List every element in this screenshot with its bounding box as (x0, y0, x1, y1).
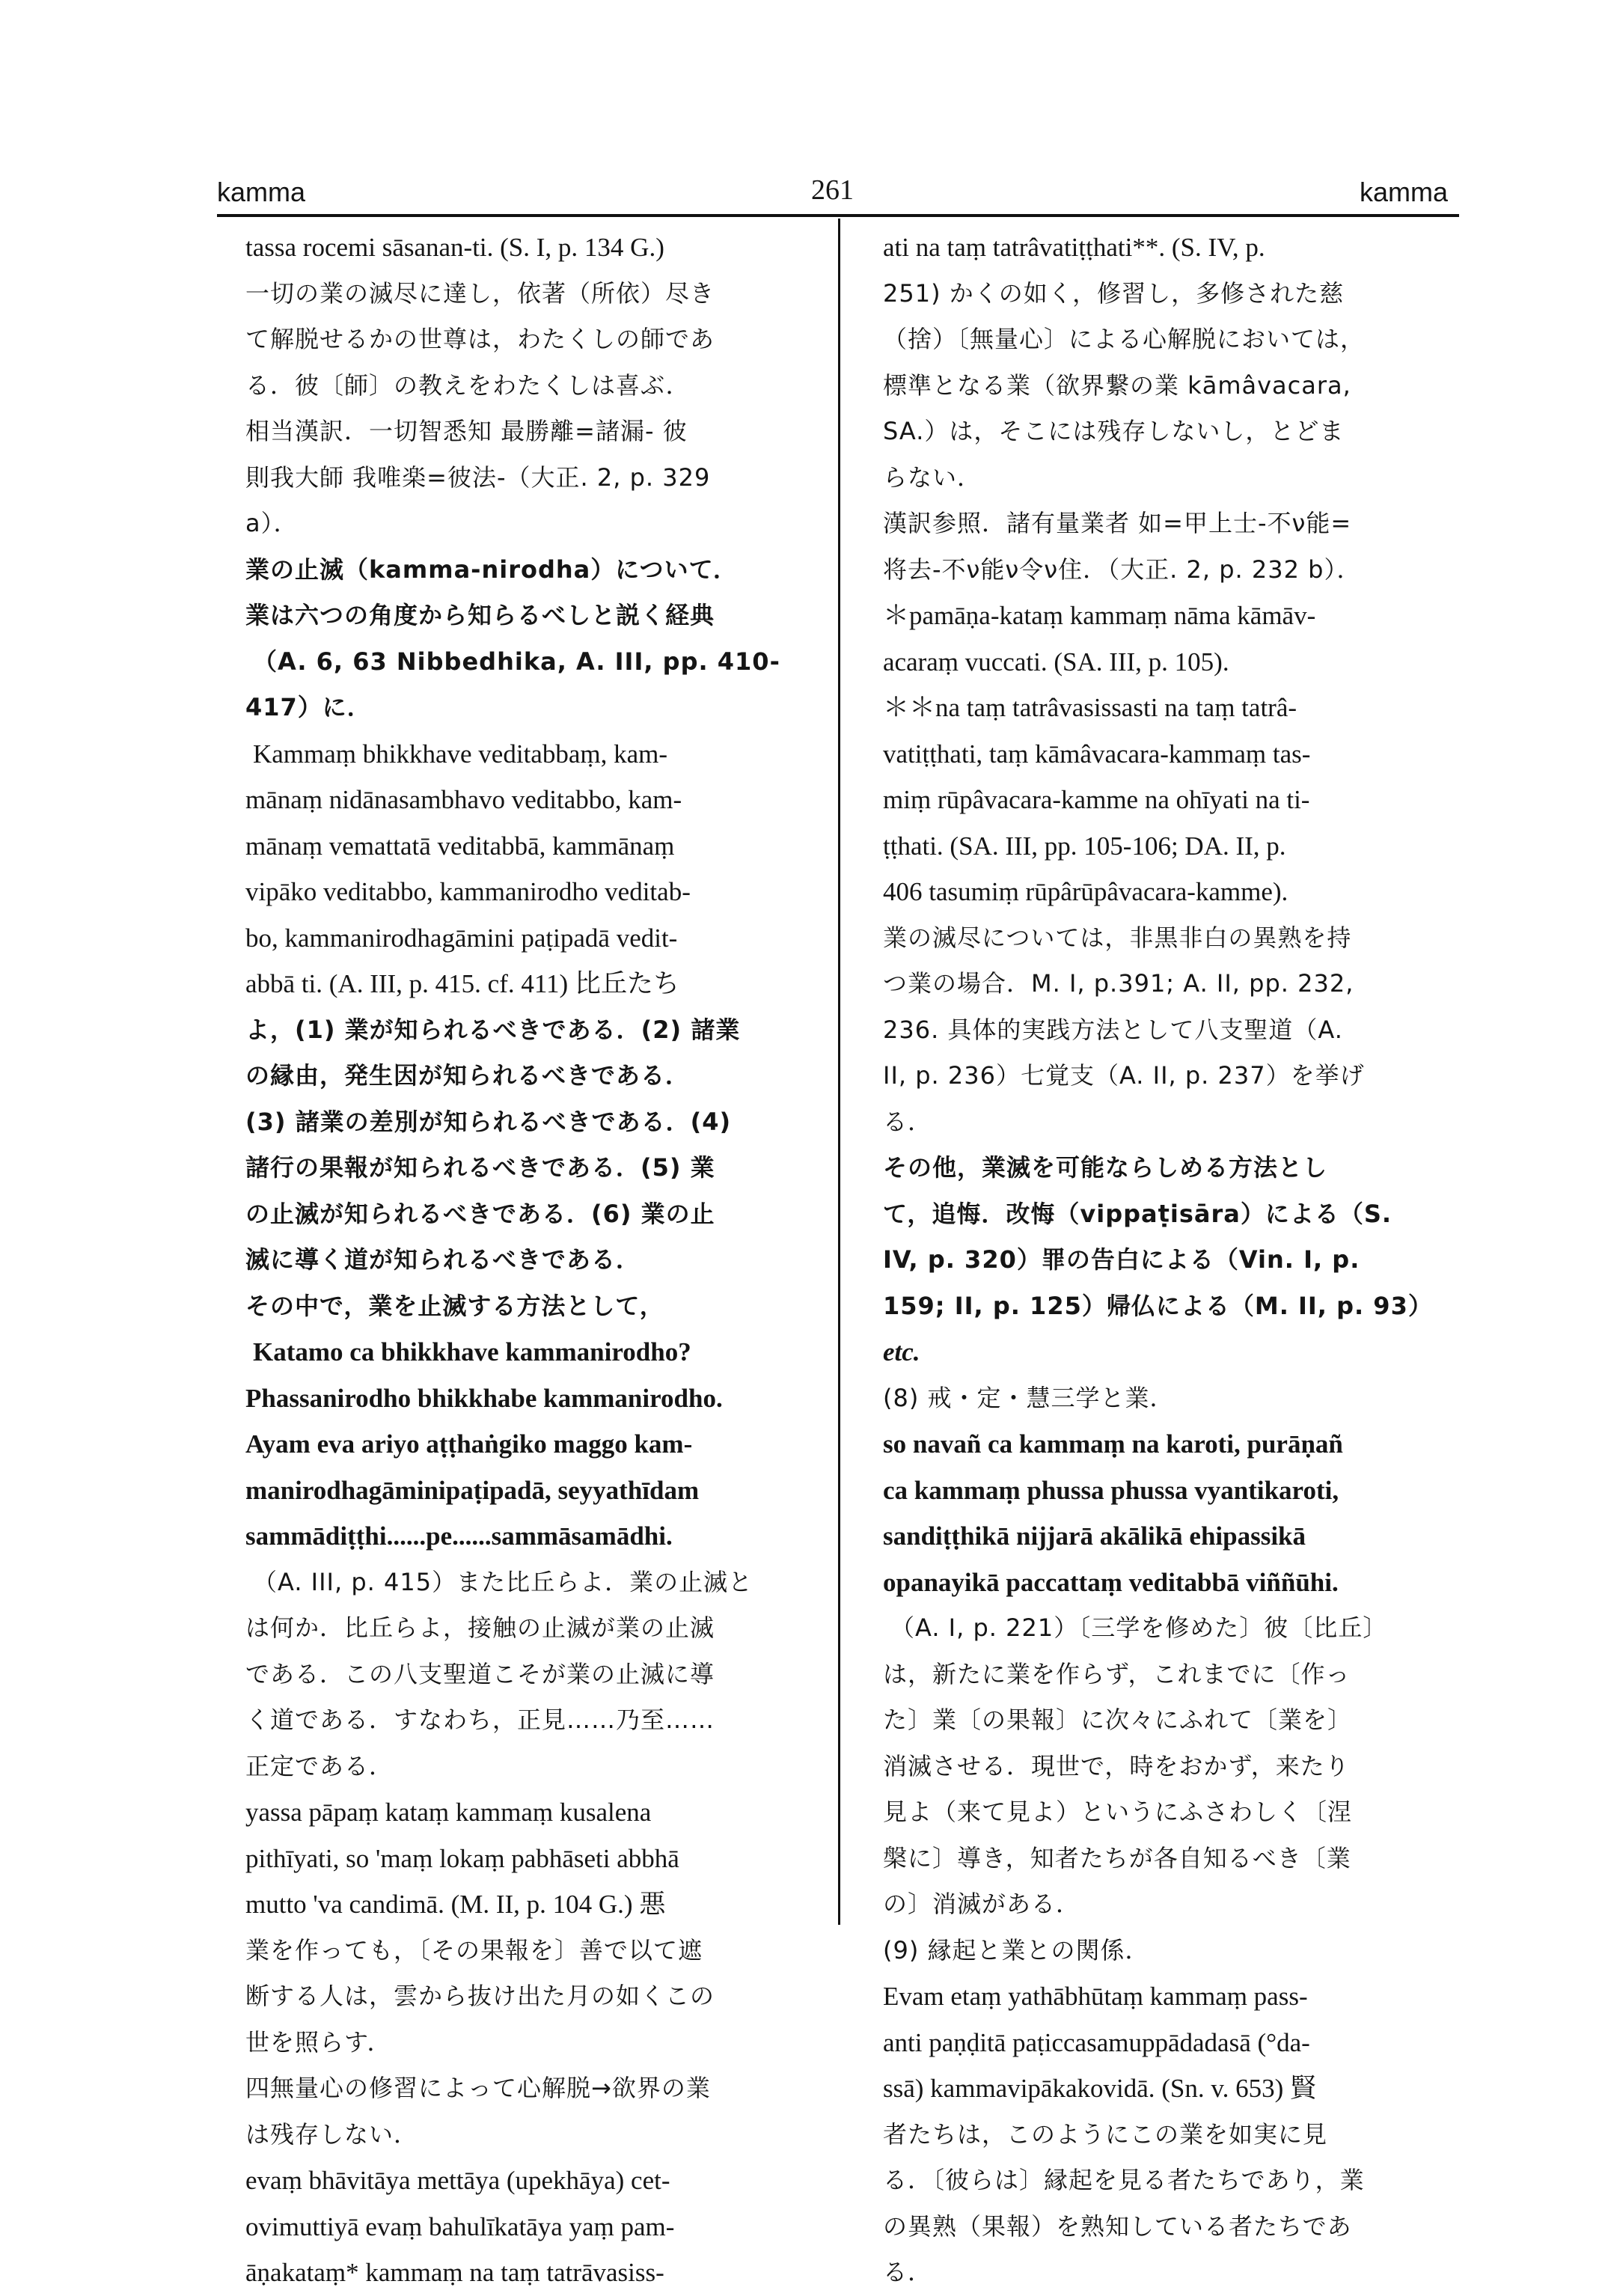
text-line: 漢訳参照．諸有量業者 如=甲上士-不ν能= (883, 509, 1352, 537)
text-line: らない． (883, 462, 982, 492)
text-line: 正定である． (245, 1751, 394, 1780)
text-line: 一切の業の滅尽に達し，依著（所依）尽き (245, 278, 715, 308)
footnote-line: 406 tasumiṃ rūpârūpâvacara-kamme). (883, 877, 1288, 906)
text-line: 諸行の果報が知られるべきである．(5) 業 (245, 1153, 715, 1182)
text-line: manirodhagāminipaṭipadā, seyyathīdam (245, 1475, 700, 1505)
text-line: Katamo ca bhikkhave kammanirodho? (253, 1337, 691, 1367)
text-line: て，追悔．改悔（vippaṭisāra）による（S. (883, 1199, 1392, 1228)
text-line: （A. 6, 63 Nibbedhika, A. III, pp. 410- (253, 647, 780, 676)
text-line: 者たちは，このようにこの業を如実に見 (883, 2119, 1328, 2149)
text-line: 標準となる業（欲界繋の業 kāmâvacara, (883, 370, 1351, 400)
text-line: IV, p. 320）罪の告白による（Vin. I, p. (883, 1245, 1360, 1274)
text-line: 断する人は，雲から抜け出た月の如くこの (245, 1982, 715, 2010)
text-line: （捨）〔無量心〕による心解脱においては， (883, 325, 1366, 353)
text-line: る． (883, 1107, 933, 1136)
text-line: so navañ ca kammaṃ na karoti, purāṇañ (883, 1429, 1343, 1459)
footnote-line: acaraṃ vuccati. (SA. III, p. 105). (883, 647, 1229, 677)
text-line: る．彼〔師〕の教えをわたくしは喜ぶ． (245, 370, 691, 400)
text-line: は何か．比丘らよ，接触の止滅が業の止滅 (245, 1613, 715, 1642)
text-line: て解脱せるかの世尊は，わたくしの師であ (245, 325, 715, 353)
text-line: Phassanirodho bhikkhabe kammanirodho. (245, 1383, 723, 1413)
text-line: その他，業滅を可能ならしめる方法とし (883, 1153, 1328, 1182)
header-rule (217, 214, 1459, 217)
text-line: る． (883, 2258, 933, 2286)
text-line: sandiṭṭhikā nijjarā akālikā ehipassikā (883, 1521, 1306, 1551)
text-line: pithīyati, so 'maṃ lokaṃ pabhāseti abbhā (245, 1843, 679, 1873)
text-line: 世を照らす． (245, 2027, 392, 2057)
text-line: 則我大師 我唯楽=彼法-（大正. 2, p. 329 (245, 462, 711, 492)
text-line: の異熟（果報）を熟知している者たちであ (883, 2211, 1352, 2241)
text-line: 業の滅尽については，非黒非白の異熟を持 (883, 923, 1352, 952)
text-line: た〕業〔の果報〕に次々にふれて〔業を〕 (883, 1706, 1353, 1734)
text-line: 業を作っても，〔その果報を〕善で以て遮 (245, 1935, 703, 1964)
running-head-right: kamma (1359, 177, 1448, 207)
text-line: 業は六つの角度から知らるべしと説く経典 (245, 601, 715, 629)
text-line: Evam etaṃ yathābhūtaṃ kammaṃ pass- (883, 1982, 1308, 2011)
text-line: 槃に〕導き，知者たちが各自知るべき〔業 (883, 1843, 1351, 1872)
text-line: 見よ（来て見よ）というにふさわしく〔涅 (883, 1798, 1353, 1826)
text-line: その中で，業を止滅する方法として， (245, 1291, 664, 1320)
text-line: ca kammaṃ phussa phussa vyantikaroti, (883, 1475, 1339, 1505)
text-line: の〕消滅がある． (883, 1890, 1081, 1918)
text-line: yassa pāpaṃ kataṃ kammaṃ kusalena (245, 1798, 652, 1827)
text-line: anti paṇḍitā paṭiccasamuppādadasā (°da- (883, 2027, 1310, 2057)
text-line: ssā) kammavipākakovidā. (Sn. v. 653) 賢 (883, 2074, 1317, 2103)
text-line: つ業の場合．M. I, p.391; A. II, pp. 232, (883, 969, 1354, 998)
footnote-line: ＊＊na taṃ tatrâvasissasti na taṃ tatrâ- (883, 693, 1297, 722)
text-line: ati na taṃ tatrâvatiṭṭhati**. (S. IV, p. (883, 233, 1265, 262)
running-head-left: kamma (217, 177, 306, 207)
text-line: は，新たに業を作らず，これまでに〔作っ (883, 1659, 1351, 1688)
text-line: Ayam eva ariyo aṭṭhaṅgiko maggo kam- (245, 1429, 693, 1459)
text-line: 滅に導く道が知られるべきである． (245, 1245, 641, 1274)
text-line: (3) 諸業の差別が知られるべきである．(4) (245, 1107, 732, 1136)
text-line: mutto 'va candimā. (M. II, p. 104 G.) 悪 (245, 1890, 666, 1919)
text-line: tassa rocemi sāsanan-ti. (S. I, p. 134 G.) (245, 233, 664, 262)
text-line: の縁由，発生因が知られるべきである． (245, 1061, 691, 1090)
text-line: ovimuttiyā evaṃ bahulīkatāya yaṃ pam- (245, 2211, 675, 2241)
text-line: の止滅が知られるべきである．(6) 業の止 (245, 1199, 715, 1228)
text-line: vipāko veditabbo, kammanirodho veditab- (245, 877, 691, 906)
text-line: mānaṃ vemattatā veditabbā, kammānaṃ (245, 831, 675, 861)
text-line: 相当漢訳．一切智悉知 最勝離=諸漏- 彼 (245, 417, 688, 445)
text-line: abbā ti. (A. III, p. 415. cf. 411) 比丘たち (245, 969, 679, 998)
section-heading: (9) 縁起と業との関係． (883, 1935, 1150, 1964)
left-column (245, 225, 814, 2296)
text-line: よ，(1) 業が知られるべきである．(2) 諸業 (245, 1015, 741, 1044)
section-heading: 業の止滅（kamma-nirodha）について． (245, 555, 738, 584)
text-line: 236. 具体的実践方法として八支聖道（A. (883, 1015, 1343, 1044)
text-line: 159; II, p. 125）帰仏による（M. II, p. 93） (883, 1291, 1433, 1320)
footnote-line: miṃ rūpâvacara-kamme na ohīyati na ti- (883, 785, 1310, 814)
page-number: 261 (811, 174, 854, 206)
text-line: etc. (883, 1337, 920, 1367)
text-line: āṇakataṃ* kammaṃ na taṃ tatrāvasiss- (245, 2258, 664, 2287)
text-line: は残存しない． (245, 2119, 419, 2149)
column-divider (838, 219, 840, 1925)
section-heading: 四無量心の修習によって心解脱→欲界の業 (245, 2074, 711, 2102)
footnote-line: vatiṭṭhati, taṃ kāmâvacara-kammaṃ tas- (883, 739, 1311, 769)
text-line: II, p. 236）七覚支（A. II, p. 237）を挙げ (883, 1061, 1365, 1090)
text-line: 417）に． (245, 693, 372, 721)
right-column (883, 225, 1452, 2296)
text-line: a）． (245, 509, 299, 537)
footnote-line: ＊pamāṇa-kataṃ kammaṃ nāma kāmāv- (883, 601, 1316, 630)
text-line: 251) かくの如く，修習し，多修された慈 (883, 278, 1345, 308)
text-line: bo, kammanirodhagāmini paṭipadā vedit- (245, 923, 678, 953)
text-line: （A. I, p. 221）〔三学を修めた〕彼〔比丘〕 (890, 1613, 1388, 1642)
text-line: である．この八支聖道こそが業の止滅に導 (245, 1659, 715, 1688)
text-line: る．〔彼らは〕縁起を見る者たちであり，業 (883, 2166, 1365, 2194)
text-line: mānaṃ nidānasambhavo veditabbo, kam- (245, 785, 682, 814)
text-line: sammādiṭṭhi......pe......sammāsamādhi. (245, 1521, 673, 1551)
text-line: 消滅させる．現世で，時をおかず，来たり (883, 1751, 1350, 1780)
text-line: Kammaṃ bhikkhave veditabbaṃ, kam- (253, 739, 668, 769)
text-line: evaṃ bhāvitāya mettāya (upekhāya) cet- (245, 2166, 670, 2195)
text-line: （A. III, p. 415）また比丘らよ．業の止滅と (253, 1567, 753, 1596)
footnote-line: ṭṭhati. (SA. III, pp. 105-106; DA. II, p. (883, 831, 1286, 861)
text-line: 将去-不ν能ν令ν住．（大正. 2, p. 232 b）． (883, 555, 1362, 584)
text-line: く道である．すなわち，正見……乃至…… (245, 1706, 715, 1734)
text-line: opanayikā paccattaṃ veditabbā viññūhi. (883, 1567, 1339, 1597)
section-heading: (8) 戒・定・慧三学と業． (883, 1383, 1175, 1412)
text-line: SA.）は，そこには残存しないし，とどま (883, 417, 1345, 445)
